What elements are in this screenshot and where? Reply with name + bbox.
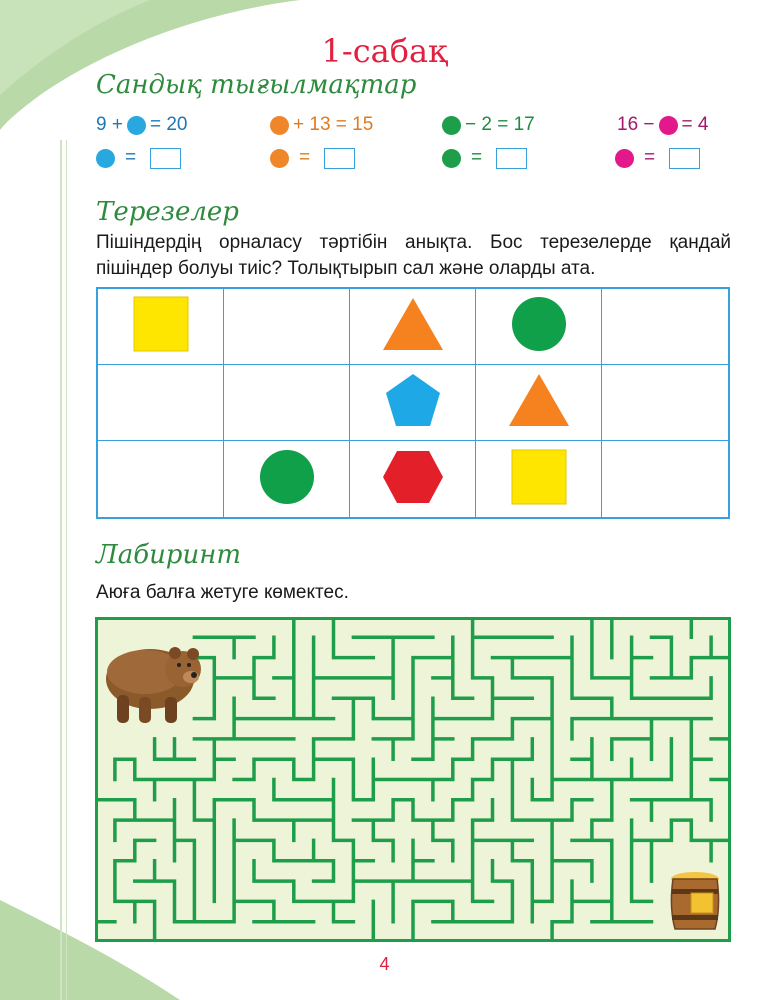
empty-grid-cell[interactable] bbox=[98, 365, 224, 441]
empty-grid-cell[interactable] bbox=[224, 365, 350, 441]
shape-grid bbox=[96, 287, 730, 519]
lesson-title: 1-сабақ bbox=[321, 32, 448, 70]
pink-dot-icon bbox=[615, 149, 634, 168]
grid-cell bbox=[476, 365, 602, 441]
equation-4 bbox=[617, 110, 708, 140]
grid-cell bbox=[476, 289, 602, 365]
answer-1 bbox=[92, 143, 181, 173]
answer-box[interactable] bbox=[669, 148, 700, 169]
maze-drawing[interactable] bbox=[95, 617, 731, 942]
page-number: 4 bbox=[379, 954, 390, 974]
equations-row bbox=[0, 110, 769, 140]
answer-box[interactable] bbox=[150, 148, 181, 169]
grid-cell bbox=[350, 365, 476, 441]
equals-sign: = bbox=[299, 147, 311, 168]
yellow-square-icon bbox=[511, 449, 567, 510]
green-circle-icon bbox=[259, 449, 315, 510]
instruction-text: Пішіндердің орналасу тәртібін анықта. Бос терезелерде қандай bbox=[96, 232, 731, 253]
answer-box[interactable] bbox=[496, 148, 527, 169]
equation-text: + 13 = 15 bbox=[293, 114, 374, 135]
grid-cell bbox=[224, 441, 350, 517]
answer-3 bbox=[438, 143, 527, 173]
answer-4 bbox=[611, 143, 700, 173]
equation-text: = 4 bbox=[681, 114, 709, 135]
margin-line bbox=[60, 140, 62, 1000]
grid-cell bbox=[350, 289, 476, 365]
empty-grid-cell[interactable] bbox=[602, 441, 728, 517]
equation-3 bbox=[438, 110, 535, 140]
equation-text: = 20 bbox=[149, 114, 188, 135]
section-heading-number-hide: Сандық тығылмақтар bbox=[96, 70, 417, 100]
honey-barrel-icon bbox=[671, 872, 719, 929]
answer-2 bbox=[266, 143, 355, 173]
equation-2 bbox=[266, 110, 373, 140]
instruction-text: пішіндер болуы тиіс? Толықтырып сал және оларды ата. bbox=[96, 258, 596, 279]
section-heading-windows: Терезелер bbox=[96, 197, 239, 227]
equals-sign: = bbox=[644, 147, 656, 168]
answers-row bbox=[0, 143, 769, 173]
orange-dot-icon bbox=[270, 116, 289, 135]
equals-sign: = bbox=[125, 147, 137, 168]
margin-line bbox=[66, 140, 67, 1000]
blue-dot-icon bbox=[96, 149, 115, 168]
orange-triangle-icon bbox=[381, 296, 445, 357]
grid-cell bbox=[476, 441, 602, 517]
blue-dot-icon bbox=[127, 116, 146, 135]
orange-triangle-icon bbox=[507, 372, 571, 433]
empty-grid-cell[interactable] bbox=[98, 441, 224, 517]
section-heading-maze: Лабиринт bbox=[96, 540, 241, 570]
equation-text: − 2 = 17 bbox=[465, 114, 535, 135]
empty-grid-cell[interactable] bbox=[224, 289, 350, 365]
equation-text: 16 − bbox=[617, 114, 655, 135]
maze[interactable] bbox=[95, 617, 731, 942]
grid-cell bbox=[98, 289, 224, 365]
equation-1 bbox=[96, 110, 187, 140]
pink-dot-icon bbox=[659, 116, 678, 135]
empty-grid-cell[interactable] bbox=[602, 289, 728, 365]
red-hexagon-icon bbox=[381, 449, 445, 510]
empty-grid-cell[interactable] bbox=[602, 365, 728, 441]
green-circle-icon bbox=[511, 296, 567, 357]
equation-text: 9 + bbox=[96, 114, 123, 135]
blue-pentagon-icon bbox=[384, 372, 442, 433]
green-dot-icon bbox=[442, 116, 461, 135]
yellow-square-icon bbox=[133, 296, 189, 357]
orange-dot-icon bbox=[270, 149, 289, 168]
maze-instruction: Аюға балға жетуге көмектес. bbox=[96, 582, 349, 603]
answer-box[interactable] bbox=[324, 148, 355, 169]
grid-cell bbox=[350, 441, 476, 517]
green-dot-icon bbox=[442, 149, 461, 168]
equals-sign: = bbox=[471, 147, 483, 168]
